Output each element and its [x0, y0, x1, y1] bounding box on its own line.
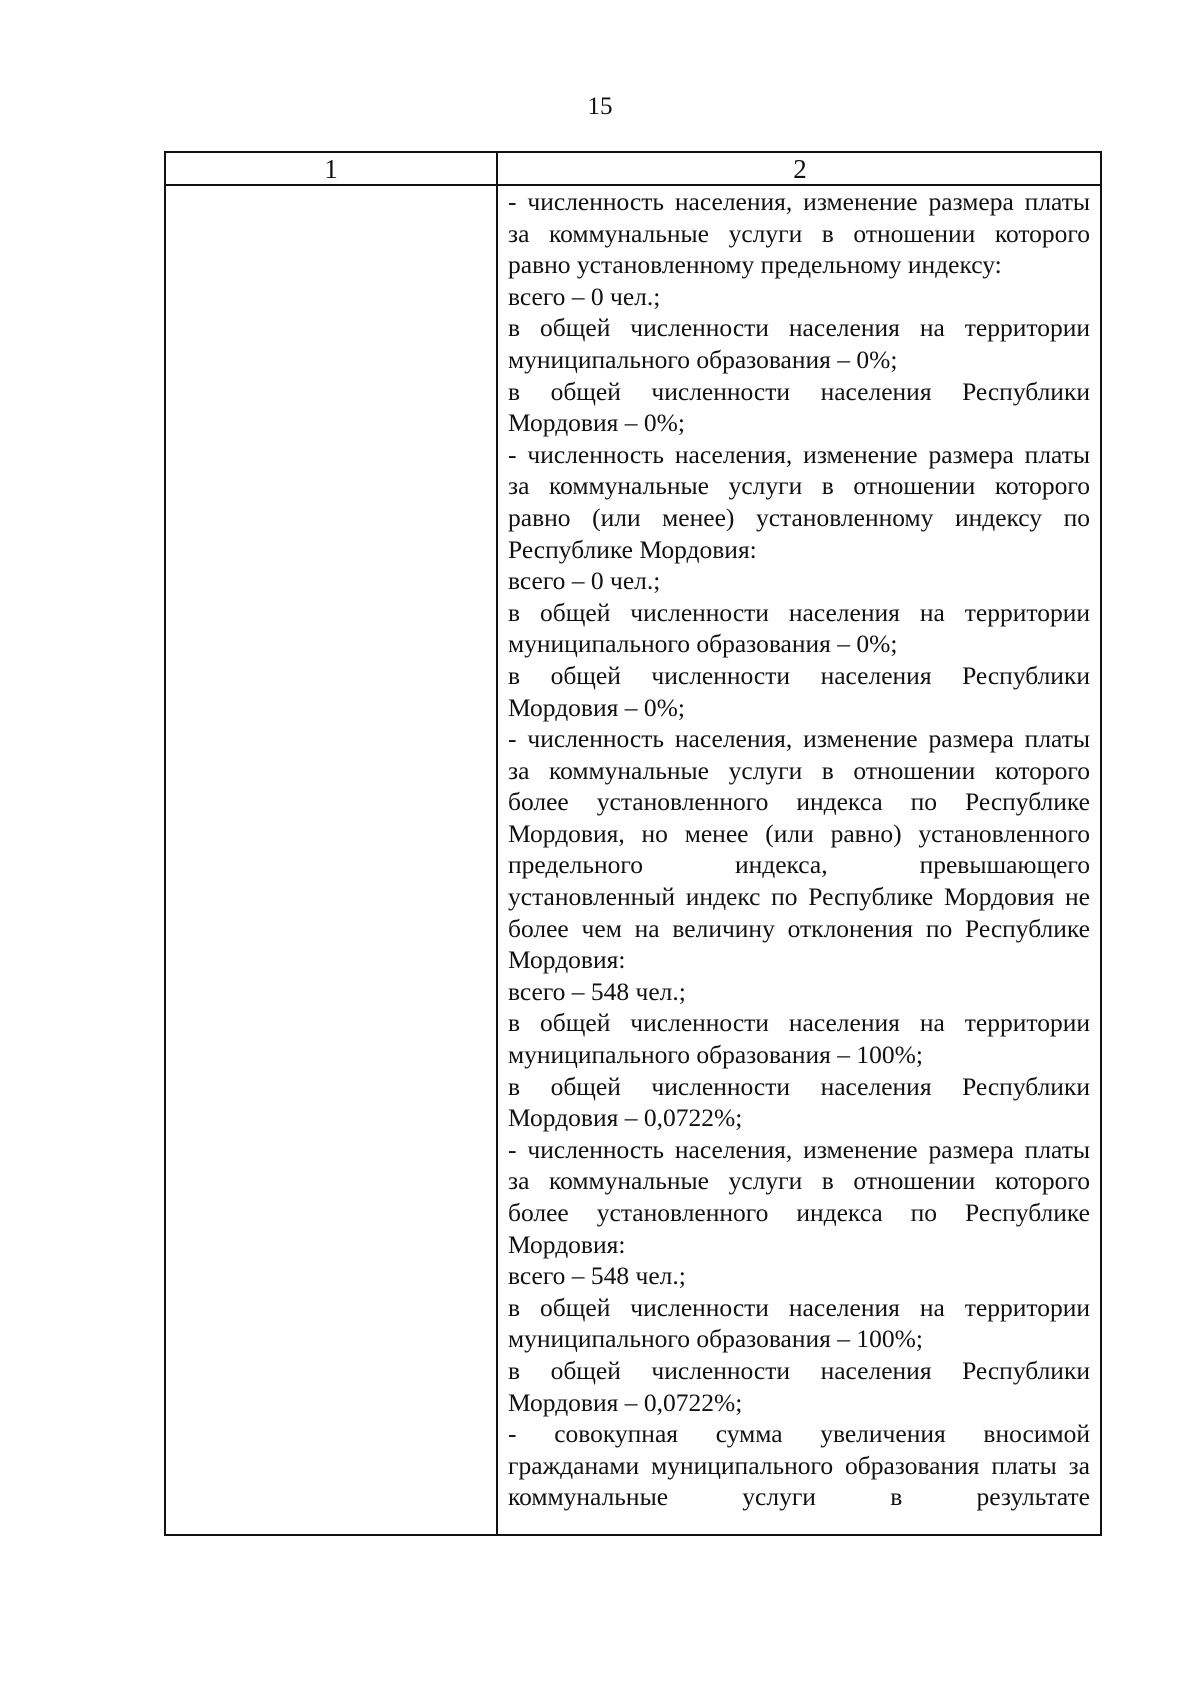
- column-divider: [496, 153, 498, 1534]
- paragraph-population-above-index: - численность населения, изменение размера платы за коммунальные услуги в отношении которого более установленного индекса по Республике Мордовия:: [508, 1134, 1090, 1259]
- table-header-col-1: 1: [324, 154, 338, 184]
- paragraph-share-republic: в общей численности населения Республики Мордовия – 0,0722%;: [508, 1071, 1090, 1133]
- paragraph-share-municipality: в общей численности населения на территории муниципального образования – 0%;: [508, 313, 1090, 374]
- paragraph-total: всего – 548 чел.;: [508, 976, 686, 1006]
- page-number: 15: [587, 93, 613, 120]
- document-table: [164, 151, 1102, 1536]
- paragraph-total: всего – 548 чел.;: [508, 1261, 686, 1291]
- paragraph-population-equal-or-less-index: - численность населения, изменение размера платы за коммунальные услуги в отношении которого равно (или менее) установленному индексу по Республике Мордовия:: [508, 439, 1090, 564]
- paragraph-total: всего – 0 чел.;: [508, 566, 661, 596]
- table-cell-col-1: [166, 186, 496, 1534]
- paragraph-share-republic: в общей численности населения Республики Мордовия – 0,0722%;: [508, 1355, 1090, 1417]
- paragraph-share-republic: в общей численности населения Республики Мордовия – 0%;: [508, 376, 1090, 438]
- paragraph-total-payment-increase: - совокупная сумма увеличения вносимой гражданами муниципального образования платы за коммунальные услуги в результате: [508, 1419, 1090, 1512]
- paragraph-share-municipality: в общей численности населения на территории муниципального образования – 100%;: [508, 1292, 1090, 1354]
- paragraph-share-republic: в общей численности населения Республики Мордовия – 0%;: [508, 660, 1090, 722]
- paragraph-share-municipality: в общей численности населения на территории муниципального образования – 100%;: [508, 1008, 1090, 1070]
- table-header-col-2: 2: [793, 154, 807, 184]
- paragraph-population-between-indices: - численность населения, изменение размера платы за коммунальные услуги в отношении которого более установленного индекса по Республике Мордовия, но менее (или равно) установленного предельного индекса, превышающего установленный индекс по Республике Мордовия не более чем на величину отклонения по Республике Мордовия:: [508, 724, 1090, 975]
- table-header-row: [166, 153, 1100, 186]
- paragraph-population-equal-limit: - численность населения, изменение размера платы за коммунальные услуги в отношении которого равно установленному предельному индексу:: [508, 187, 1090, 280]
- table-cell-col-2: [508, 186, 1090, 1534]
- paragraph-total: всего – 0 чел.;: [508, 281, 661, 311]
- paragraph-share-municipality: в общей численности населения на территории муниципального образования – 0%;: [508, 597, 1090, 659]
